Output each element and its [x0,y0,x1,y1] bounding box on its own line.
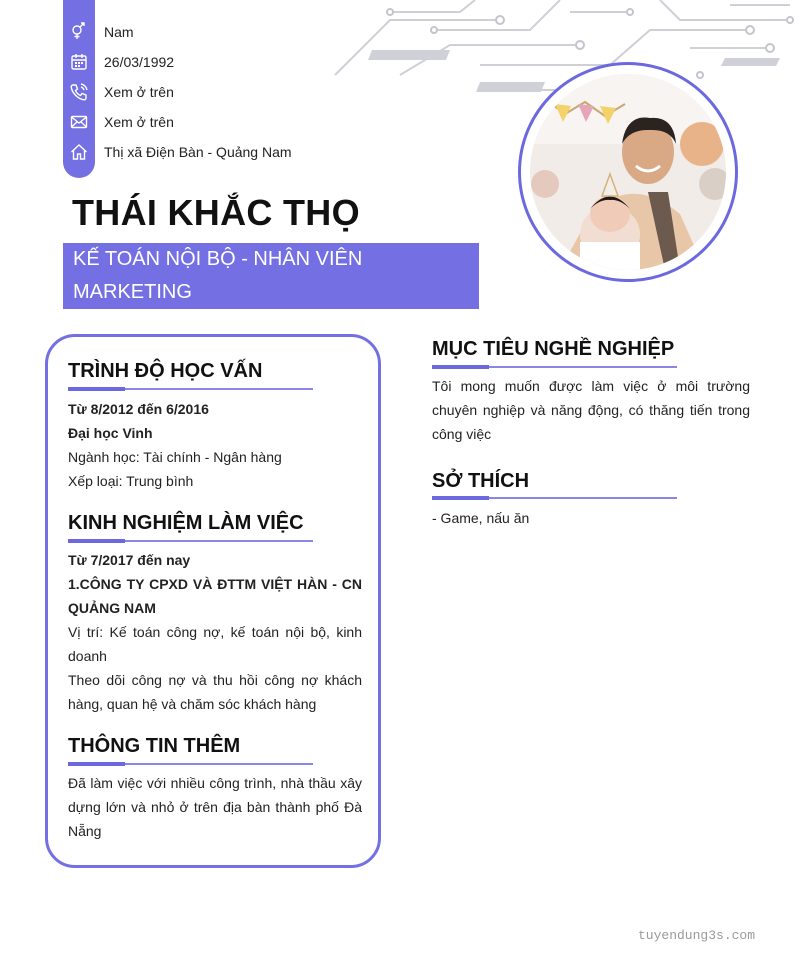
education-major: Ngành học: Tài chính - Ngân hàng [68,449,282,465]
experience-heading: KINH NGHIỆM LÀM VIỆC [68,512,304,534]
watermark: tuyendung3s.com [638,928,756,943]
job-title: KẾ TOÁN NỘI BỘ - NHÂN VIÊN MARKETING [73,248,363,303]
address-value: Thị xã Điện Bàn - Quảng Nam [104,144,292,160]
gender-value: Nam [104,24,134,40]
experience-period: Từ 7/2017 đến nay [68,552,191,568]
education-period: Từ 8/2012 đến 6/2016 [68,401,209,417]
education-school: Đại học Vinh [68,425,153,441]
email-value: Xem ở trên [104,114,174,130]
candidate-name: THÁI KHẮC THỌ [72,192,360,233]
hobbies-divider [432,497,677,499]
job-title-banner [63,243,479,309]
objective-text: Tôi mong muốn được làm việc ở môi trường chuyên nghiệp và năng động, có thăng tiến trong công việc [432,378,750,442]
experience-company: 1.CÔNG TY CPXD VÀ ĐTTM VIỆT HÀN - CN QUẢNG NAM [68,576,362,616]
phone-value: Xem ở trên [104,84,174,100]
calendar-icon [70,53,88,71]
objective-heading: MỤC TIÊU NGHỀ NGHIỆP [432,338,675,360]
education-grade: Xếp loại: Trung bình [68,473,194,489]
email-icon [70,113,88,131]
home-icon [70,143,88,161]
experience-duties: Theo dõi công nợ và thu hồi công nợ khách hàng, quan hệ và chăm sóc khách hàng [68,672,362,712]
experience-divider [68,540,313,542]
birthday-value: 26/03/1992 [104,54,175,70]
extra-text: Đã làm việc với nhiều công trình, nhà thầu xây dựng lớn và nhỏ ở trên địa bàn thành phố Đà Nẵng [68,775,362,839]
extra-divider [68,763,313,765]
hobbies-heading: SỞ THÍCH [432,470,530,492]
avatar [518,62,738,282]
avatar-photo [530,74,726,270]
experience-position: Vị trí: Kế toán công nợ, kế toán nội bộ, kinh doanh [68,624,362,664]
education-heading: TRÌNH ĐỘ HỌC VẤN [68,360,263,382]
phone-icon [70,83,88,101]
objective-divider [432,366,677,368]
gender-icon [70,22,88,40]
education-divider [68,388,313,390]
hobbies-text: - Game, nấu ăn [432,510,530,526]
extra-heading: THÔNG TIN THÊM [68,735,241,757]
